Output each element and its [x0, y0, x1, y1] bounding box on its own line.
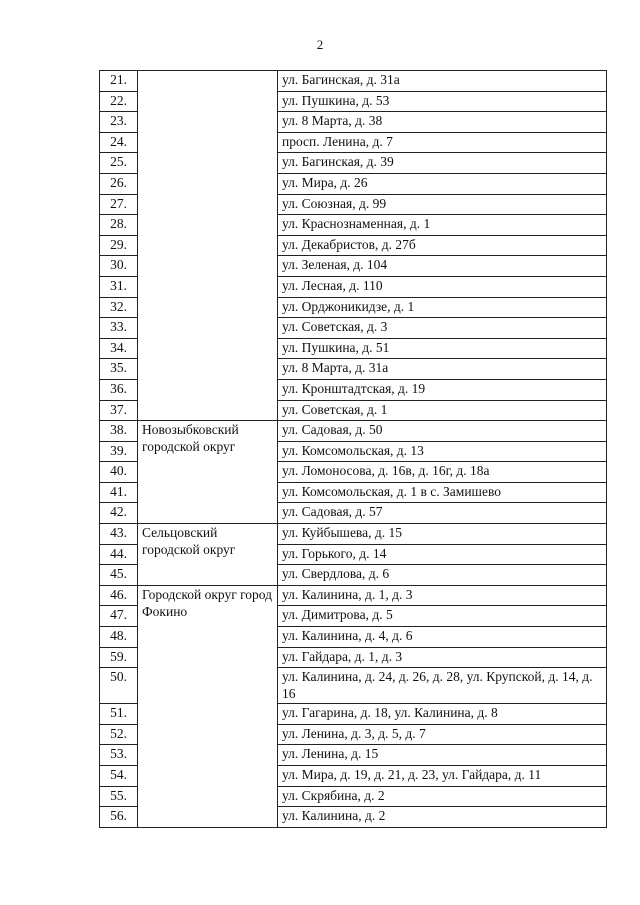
row-number: 48.: [100, 627, 138, 648]
address-cell: ул. Орджоникидзе, д. 1: [278, 297, 607, 318]
row-number: 29.: [100, 235, 138, 256]
row-number: 36.: [100, 379, 138, 400]
address-cell: ул. Димитрова, д. 5: [278, 606, 607, 627]
address-cell: ул. Союзная, д. 99: [278, 194, 607, 215]
address-cell: ул. Гагарина, д. 18, ул. Калинина, д. 8: [278, 704, 607, 725]
row-number: 28.: [100, 215, 138, 236]
address-cell: ул. Мира, д. 26: [278, 173, 607, 194]
address-cell: ул. Куйбышева, д. 15: [278, 524, 607, 545]
district-cell: Городской округ город Фокино: [138, 585, 278, 827]
address-cell: ул. Комсомольская, д. 13: [278, 441, 607, 462]
table-row: [100, 421, 607, 442]
row-number: 26.: [100, 173, 138, 194]
row-number: 25.: [100, 153, 138, 174]
address-cell: ул. 8 Марта, д. 38: [278, 112, 607, 133]
row-number: 45.: [100, 565, 138, 586]
row-number: 50.: [100, 668, 138, 704]
row-number: 47.: [100, 606, 138, 627]
row-number: 55.: [100, 786, 138, 807]
address-cell: ул. Скрябина, д. 2: [278, 786, 607, 807]
address-cell: ул. Комсомольская, д. 1 в с. Замишево: [278, 482, 607, 503]
row-number: 54.: [100, 766, 138, 787]
row-number: 32.: [100, 297, 138, 318]
page-number: 2: [316, 37, 324, 52]
address-cell: ул. Ленина, д. 3, д. 5, д. 7: [278, 724, 607, 745]
address-cell: ул. Кронштадтская, д. 19: [278, 379, 607, 400]
row-number: 40.: [100, 462, 138, 483]
row-number: 33.: [100, 318, 138, 339]
row-number: 22.: [100, 91, 138, 112]
address-cell: ул. Ломоносова, д. 16в, д. 16г, д. 18а: [278, 462, 607, 483]
row-number: 41.: [100, 482, 138, 503]
address-cell: ул. Краснознаменная, д. 1: [278, 215, 607, 236]
address-cell: ул. Садовая, д. 57: [278, 503, 607, 524]
table-row: [100, 524, 607, 545]
row-number: 51.: [100, 704, 138, 725]
row-number: 44.: [100, 544, 138, 565]
address-cell: ул. Горького, д. 14: [278, 544, 607, 565]
address-cell: просп. Ленина, д. 7: [278, 132, 607, 153]
row-number: 43.: [100, 524, 138, 545]
address-cell: ул. Пушкина, д. 53: [278, 91, 607, 112]
row-number: 30.: [100, 256, 138, 277]
row-number: 27.: [100, 194, 138, 215]
row-number: 24.: [100, 132, 138, 153]
address-cell: ул. Калинина, д. 24, д. 26, д. 28, ул. Крупской, д. 14, д. 16: [278, 668, 607, 704]
row-number: 38.: [100, 421, 138, 442]
address-cell: ул. Свердлова, д. 6: [278, 565, 607, 586]
address-cell: ул. Декабристов, д. 27б: [278, 235, 607, 256]
address-cell: ул. Калинина, д. 2: [278, 807, 607, 828]
address-cell: ул. Советская, д. 3: [278, 318, 607, 339]
row-number: 23.: [100, 112, 138, 133]
address-cell: ул. 8 Марта, д. 31а: [278, 359, 607, 380]
row-number: 53.: [100, 745, 138, 766]
row-number: 31.: [100, 276, 138, 297]
district-cell: Новозыбковский городской округ: [138, 421, 278, 524]
address-cell: ул. Калинина, д. 4, д. 6: [278, 627, 607, 648]
row-number: 46.: [100, 585, 138, 606]
row-number: 39.: [100, 441, 138, 462]
address-cell: ул. Калинина, д. 1, д. 3: [278, 585, 607, 606]
row-number: 21.: [100, 71, 138, 92]
address-cell: ул. Ленина, д. 15: [278, 745, 607, 766]
table-row: [100, 585, 607, 606]
address-cell: ул. Мира, д. 19, д. 21, д. 23, ул. Гайдара, д. 11: [278, 766, 607, 787]
table-row: [100, 71, 607, 92]
address-cell: ул. Зеленая, д. 104: [278, 256, 607, 277]
district-cell: Сельцовский городской округ: [138, 524, 278, 586]
address-cell: ул. Гайдара, д. 1, д. 3: [278, 647, 607, 668]
row-number: 34.: [100, 338, 138, 359]
address-table: [99, 70, 607, 828]
address-cell: ул. Садовая, д. 50: [278, 421, 607, 442]
row-number: 59.: [100, 647, 138, 668]
row-number: 42.: [100, 503, 138, 524]
address-cell: ул. Лесная, д. 110: [278, 276, 607, 297]
address-cell: ул. Багинская, д. 31а: [278, 71, 607, 92]
address-cell: ул. Советская, д. 1: [278, 400, 607, 421]
address-cell: ул. Багинская, д. 39: [278, 153, 607, 174]
row-number: 52.: [100, 724, 138, 745]
district-cell: [138, 71, 278, 421]
row-number: 56.: [100, 807, 138, 828]
row-number: 35.: [100, 359, 138, 380]
row-number: 37.: [100, 400, 138, 421]
address-cell: ул. Пушкина, д. 51: [278, 338, 607, 359]
